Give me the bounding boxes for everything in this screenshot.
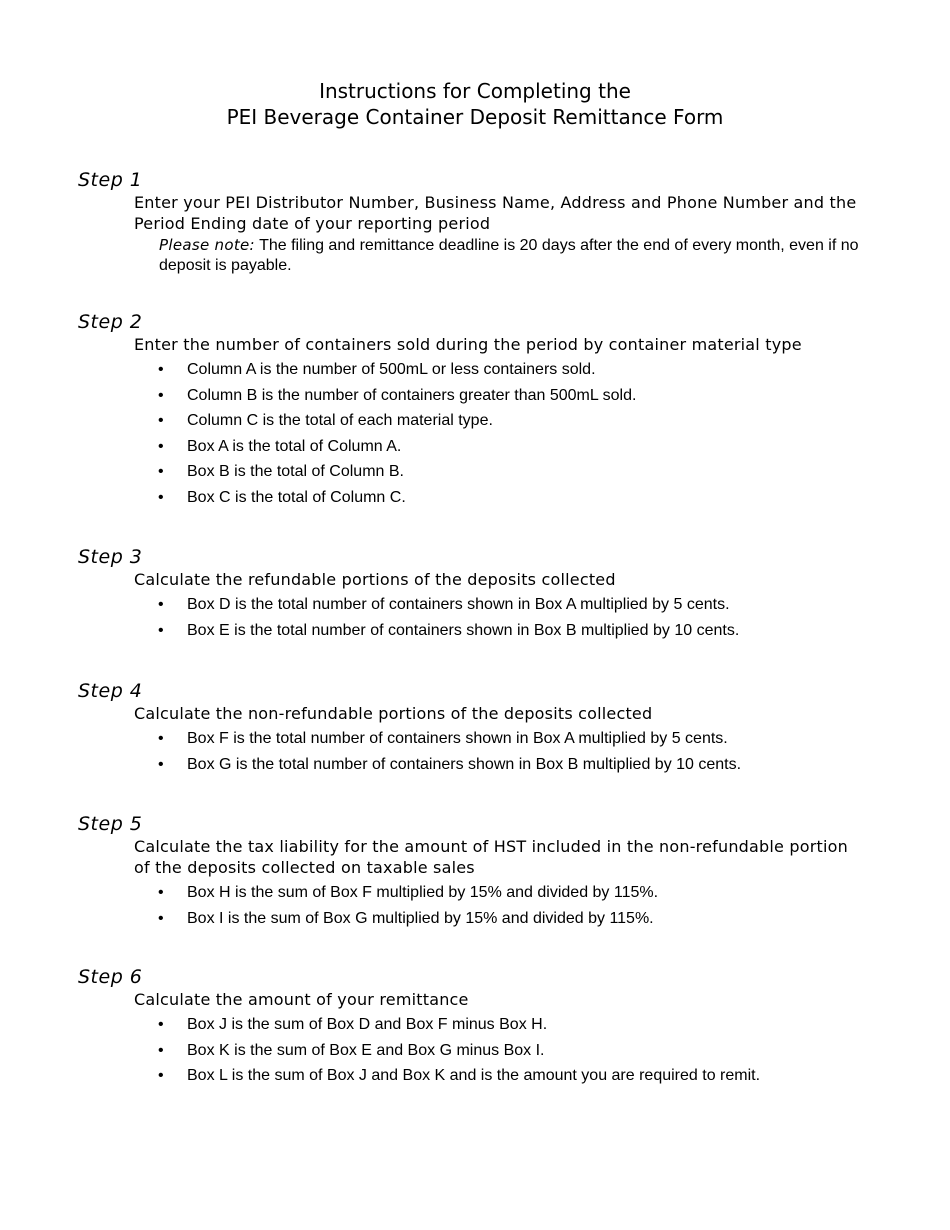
step-1-note [159, 235, 879, 276]
list-item [78, 618, 878, 644]
list-item [78, 906, 878, 932]
list-item-text: Box G is the total number of containers shown in Box B multiplied by 10 cents. [187, 755, 742, 773]
bullet-icon: • [158, 386, 164, 404]
step-5-bullet-list [78, 880, 878, 931]
bullet-icon: • [158, 730, 164, 747]
step-6-bullet-list [78, 1012, 878, 1089]
list-item-text: Column C is the total of each material type. [187, 412, 493, 429]
list-item [78, 1038, 878, 1064]
list-item-text: Box F is the total number of containers shown in Box A multiplied by 5 cents. [187, 730, 728, 747]
step-4-heading: Step 4 [78, 680, 143, 702]
step-3-bullet-list [78, 592, 878, 643]
list-item [78, 357, 878, 383]
step-2-heading: Step 2 [78, 311, 143, 333]
bullet-icon: • [158, 1067, 164, 1084]
step-6-description: Calculate the amount of your remittance [134, 990, 469, 1009]
step-5-heading: Step 5 [78, 813, 143, 835]
document-title [0, 78, 950, 130]
step-2-section [78, 310, 878, 510]
list-item-text: Column A is the number of 500mL or less containers sold. [187, 361, 596, 378]
step-1-description: Enter your PEI Distributor Number, Business Name, Address and Phone Number and the Period Ending date of your reporting period [134, 193, 857, 233]
list-item [78, 726, 878, 752]
bullet-icon: • [158, 596, 164, 613]
list-item [78, 383, 878, 409]
list-item [78, 592, 878, 618]
list-item [78, 1012, 878, 1038]
list-item-text: Box H is the sum of Box F multiplied by 15% and divided by 115%. [187, 884, 659, 901]
title-line-2: PEI Beverage Container Deposit Remittance Form [226, 105, 724, 129]
step-3-description: Calculate the refundable portions of the deposits collected [134, 570, 616, 589]
list-item [78, 752, 878, 778]
list-item [78, 485, 878, 511]
bullet-icon: • [158, 884, 164, 901]
step-2-description: Enter the number of containers sold during the period by container material type [134, 335, 802, 354]
list-item-text: Box K is the sum of Box E and Box G minus Box I. [187, 1041, 545, 1059]
step-3-section [78, 545, 878, 643]
list-item [78, 434, 878, 460]
step-4-bullet-list [78, 726, 878, 777]
step-6-section [78, 965, 878, 1089]
step-4-section [78, 679, 878, 777]
title-line-1: Instructions for Completing the [319, 79, 631, 103]
list-item-text: Box E is the total number of containers shown in Box B multiplied by 10 cents. [187, 621, 740, 639]
list-item-text: Column B is the number of containers greater than 500mL sold. [187, 386, 637, 404]
list-item [78, 459, 878, 485]
list-item [78, 880, 878, 906]
list-item-text: Box B is the total of Column B. [187, 463, 404, 480]
bullet-icon: • [158, 437, 164, 455]
step-5-description: Calculate the tax liability for the amount of HST included in the non-refundable portion of the deposits collected on taxable sales [134, 837, 848, 877]
note-label: Please note: [159, 236, 255, 254]
list-item-text: Box D is the total number of containers shown in Box A multiplied by 5 cents. [187, 596, 730, 613]
list-item-text: Box I is the sum of Box G multiplied by 15% and divided by 115%. [187, 909, 654, 927]
list-item-text: Box L is the sum of Box J and Box K and is the amount you are required to remit. [187, 1067, 761, 1084]
step-1-section [78, 168, 878, 276]
step-3-heading: Step 3 [78, 546, 143, 568]
bullet-icon: • [158, 1016, 164, 1033]
list-item-text: Box A is the total of Column A. [187, 437, 402, 455]
bullet-icon: • [158, 488, 164, 506]
bullet-icon: • [158, 1041, 164, 1059]
bullet-icon: • [158, 621, 164, 639]
note-text: The filing and remittance deadline is 20 days after the end of every month, even if no deposit is payable. [159, 237, 859, 274]
step-1-heading: Step 1 [78, 169, 143, 191]
bullet-icon: • [158, 361, 164, 378]
bullet-icon: • [158, 909, 164, 927]
bullet-icon: • [158, 755, 164, 773]
step-4-description: Calculate the non-refundable portions of the deposits collected [134, 704, 653, 723]
step-2-bullet-list [78, 357, 878, 510]
step-5-section [78, 812, 878, 931]
list-item-text: Box C is the total of Column C. [187, 488, 406, 506]
list-item-text: Box J is the sum of Box D and Box F minus Box H. [187, 1016, 548, 1033]
step-6-heading: Step 6 [78, 966, 143, 988]
bullet-icon: • [158, 463, 164, 480]
bullet-icon: • [158, 412, 164, 429]
list-item [78, 408, 878, 434]
list-item [78, 1063, 878, 1089]
